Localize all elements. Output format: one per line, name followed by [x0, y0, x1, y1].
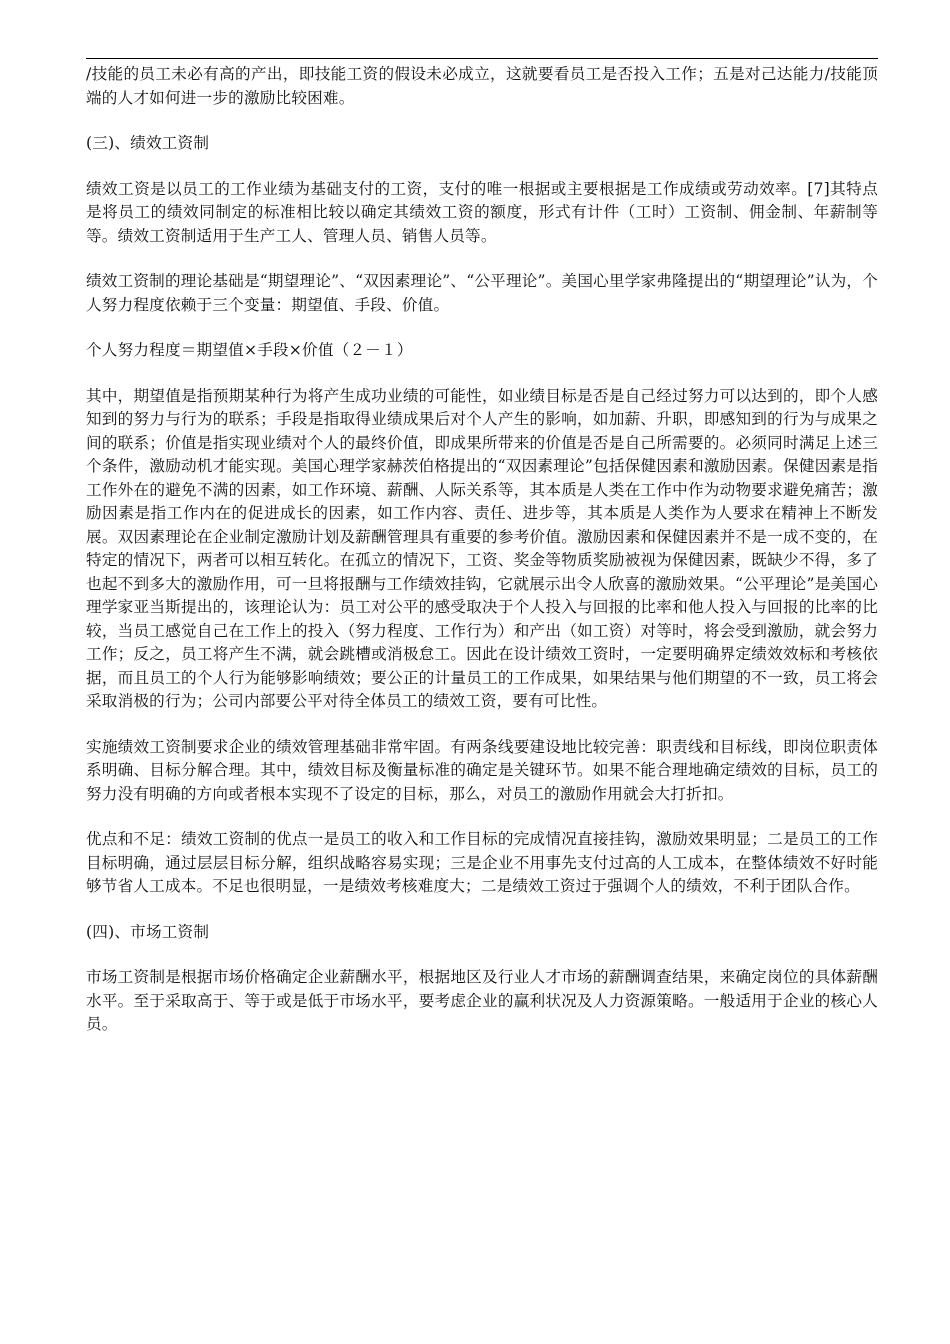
- paragraph-market-pay-definition: 市场工资制是根据市场价格确定企业薪酬水平，根据地区及行业人才市场的薪酬调查结果，来确定岗位的具体薪酬水平。至于采取高于、等于或是低于市场水平，要考虑企业的赢利状况及人力资源策略。一般适用于企业的核心人员。: [86, 968, 878, 1033]
- document-page: [86, 58, 878, 1059]
- paragraph-continuation: /技能的员工未必有高的产出，即技能工资的假设未必成立，这就要看员工是否投入工作；五是对己达能力/技能顶端的人才如何进一步的激励比较困难。: [86, 65, 878, 107]
- paragraph-formula: 个人努力程度＝期望值×手段×价值（２－１）: [86, 341, 413, 359]
- section-heading-market-pay: (四)、市场工资制: [86, 922, 210, 941]
- paragraph-performance-pay-definition: 绩效工资是以员工的工作业绩为基础支付的工资，支付的唯一根据或主要根据是工作成绩或劳动效率。[7]其特点是将员工的绩效同制定的标准相比较以确定其绩效工资的额度，形式有计件（工时）工资制、佣金制、年薪制等等。绩效工资制适用于生产工人、管理人员、销售人员等。: [86, 179, 878, 245]
- paragraph-theory-basis: 绩效工资制的理论基础是“期望理论”、“双因素理论”、“公平理论”。美国心里学家弗隆提出的“期望理论”认为，个人努力程度依赖于三个变量：期望值、手段、价值。: [86, 272, 878, 314]
- paragraph-theory-explanation: 其中，期望值是指预期某种行为将产生成功业绩的可能性，如业绩目标是否是自己经过努力可以达到的，即个人感知到的努力与行为的联系；手段是指取得业绩成果后对个人产生的影响，如加薪、升职，即感知到的行为与成果之间的联系；价值是指实现业绩对个人的最终价值，即成果所带来的价值是否是自己所需要的。必须同时满足上述三个条件，激励动机才能实现。美国心理学家赫茨伯格提出的“双因素理论”包括保健因素和激励因素。保健因素是指工作外在的避免不满的因素，如工作环境、薪酬、人际关系等，其本质是人类在工作中作为动物要求避免痛苦；激励因素是指工作内在的促进成长的因素，如工作内容、责任、进步等，其本质是人类作为人要求在精神上不断发展。双因素理论在企业制定激励计划及薪酬管理具有重要的参考价值。激励因素和保健因素并不是一成不变的，在特定的情况下，两者可以相互转化。在孤立的情况下，工资、奖金等物质奖励被视为保健因素，既缺少不得，多了也起不到多大的激励作用，可一旦将报酬与工作绩效挂钩，它就展示出令人欣喜的激励效果。“公平理论”是美国心理学家亚当斯提出的，该理论认为：员工对公平的感受取决于个人投入与回报的比率和他人投入与回报的比率的比较，当员工感觉自己在工作上的投入（努力程度、工作行为）和产出（如工资）对等时，将会受到激励，就会努力工作；反之，员工将产生不满，就会跳槽或消极怠工。因此在设计绩效工资时，一定要明确界定绩效效标和考核依据，而且员工的个人行为能够影响绩效；要公正的计量员工的工作成果，如果结果与他们期望的不一致，员工将会采取消极的行为；公司内部要公平对待全体员工的绩效工资，要有可比性。: [86, 386, 878, 710]
- header-rule: [86, 58, 878, 59]
- paragraph-implementation: 实施绩效工资制要求企业的绩效管理基础非常牢固。有两条线要建设地比较完善：职责线和目标线，即岗位职责体系明确、目标分解合理。其中，绩效目标及衡量标准的确定是关键环节。如果不能合理地确定绩效的目标，员工的努力没有明确的方向或者根本实现不了设定的目标，那么，对员工的激励作用就会大打折扣。: [86, 737, 878, 803]
- paragraph-pros-cons: 优点和不足：绩效工资制的优点一是员工的收入和工作目标的完成情况直接挂钩，激励效果明显；二是员工的工作目标明确，通过层层目标分解，组织战略容易实现；三是企业不用事先支付过高的人工成本，在整体绩效不好时能够节省人工成本。不足也很明显，一是绩效考核难度大；二是绩效工资过于强调个人的绩效，不利于团队合作。: [86, 830, 878, 895]
- section-heading-performance-pay: (三)、绩效工资制: [86, 134, 210, 152]
